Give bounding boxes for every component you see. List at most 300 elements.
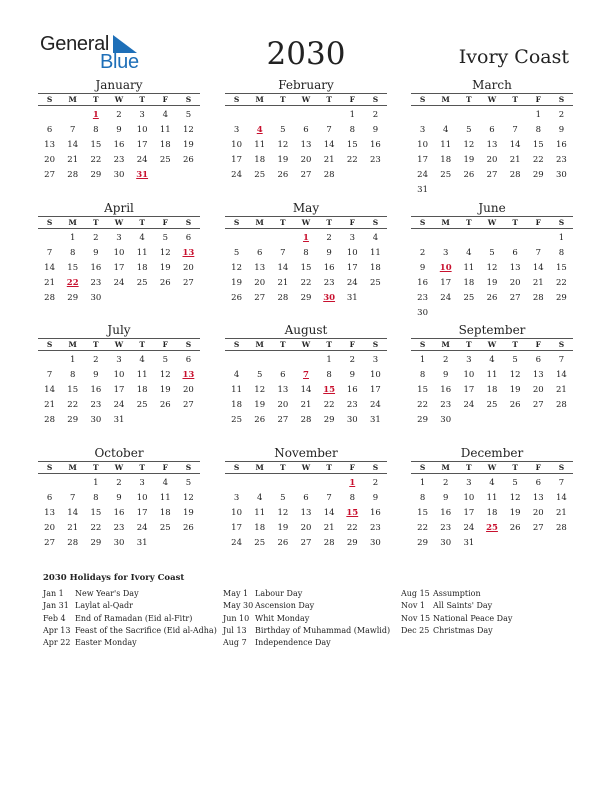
day-cell: 14: [67, 508, 79, 518]
weekday-label: T: [280, 340, 286, 349]
weekday-label: F: [162, 340, 168, 349]
empty-day-cell: [177, 413, 200, 428]
empty-day-cell: [480, 183, 503, 198]
weekday-label: W: [114, 95, 124, 104]
day-cell: 10: [231, 508, 242, 518]
weekday-label: F: [162, 463, 168, 472]
day-cell: 29: [323, 415, 335, 425]
holiday-day-cell: 10: [439, 263, 452, 273]
day-cell: 28: [44, 415, 55, 425]
empty-day-cell: [271, 353, 294, 368]
month-name: July: [107, 323, 131, 337]
month-october: [38, 446, 200, 551]
day-cell: 3: [443, 248, 449, 258]
day-cell: 29: [417, 538, 428, 548]
weekday-label: T: [466, 95, 472, 104]
day-cell: 15: [300, 263, 312, 273]
day-cell: 18: [136, 385, 148, 395]
day-cell: 28: [556, 523, 567, 533]
day-cell: 16: [440, 508, 452, 518]
weekday-label: M: [441, 95, 450, 104]
week-row: [411, 168, 573, 183]
day-cell: 31: [113, 415, 125, 425]
day-cell: 20: [532, 385, 544, 395]
day-cell: 12: [509, 370, 521, 380]
day-cell: 12: [254, 385, 266, 395]
day-cell: 21: [44, 278, 55, 288]
day-cell: 25: [136, 400, 148, 410]
day-cell: 3: [466, 355, 472, 365]
day-cell: 4: [162, 478, 168, 488]
day-cell: 3: [139, 110, 145, 120]
day-cell: 6: [489, 125, 495, 135]
week-row: [411, 353, 573, 368]
week-row: [411, 276, 573, 291]
week-row: [38, 138, 200, 153]
day-cell: 20: [254, 278, 266, 288]
week-row: [38, 246, 200, 261]
day-cell: 1: [419, 478, 426, 488]
empty-day-cell: [457, 231, 480, 246]
holiday-date: Apr 13: [43, 625, 71, 635]
day-cell: 22: [346, 155, 358, 165]
weekday-label: M: [255, 218, 264, 227]
weekday-label: F: [349, 463, 355, 472]
day-cell: 18: [254, 523, 266, 533]
weekday-label: M: [255, 95, 264, 104]
day-cell: 14: [556, 493, 567, 503]
holiday-date: Nov 1: [401, 601, 425, 611]
day-cell: 9: [372, 493, 379, 503]
day-cell: 30: [370, 538, 381, 548]
day-cell: 21: [323, 523, 335, 533]
weekday-label: S: [185, 340, 192, 349]
day-cell: 6: [257, 248, 263, 258]
day-cell: 5: [280, 493, 286, 503]
day-cell: 22: [300, 278, 312, 288]
weekday-label: T: [93, 463, 99, 472]
day-cell: 30: [556, 170, 567, 180]
empty-day-cell: [177, 291, 200, 306]
day-cell: 28: [323, 170, 335, 180]
month-january: [38, 78, 200, 183]
empty-day-cell: [318, 476, 341, 491]
weekday-label: F: [535, 218, 541, 227]
holiday-name: Whit Monday: [255, 613, 310, 623]
day-cell: 20: [44, 523, 55, 533]
week-row: [411, 398, 573, 413]
day-cell: 8: [303, 248, 309, 258]
weekday-label: T: [280, 218, 286, 227]
weekday-label: M: [441, 218, 450, 227]
weekday-label: W: [487, 340, 497, 349]
day-cell: 18: [254, 155, 266, 165]
empty-day-cell: [341, 168, 364, 183]
day-cell: 6: [46, 493, 53, 503]
day-cell: 11: [231, 385, 242, 395]
day-cell: 18: [486, 508, 498, 518]
month-december: [411, 446, 573, 551]
weekday-label: S: [233, 218, 240, 227]
weekday-label: S: [233, 340, 240, 349]
day-cell: 28: [44, 293, 55, 303]
day-cell: 15: [90, 140, 102, 150]
weekday-label: M: [68, 95, 77, 104]
empty-day-cell: [177, 168, 200, 183]
day-cell: 2: [116, 110, 122, 120]
day-cell: 3: [116, 355, 122, 365]
day-cell: 26: [486, 293, 498, 303]
holiday-name: Feast of the Sacrifice (Eid al-Adha): [75, 625, 217, 635]
weekday-label: F: [162, 95, 168, 104]
day-cell: 26: [159, 400, 171, 410]
day-cell: 19: [509, 385, 521, 395]
holiday-name: Laylat al-Qadr: [75, 601, 133, 611]
month-april: [38, 201, 200, 306]
day-cell: 30: [113, 170, 125, 180]
day-cell: 11: [254, 140, 266, 150]
day-cell: 17: [231, 523, 242, 533]
day-cell: 16: [346, 385, 358, 395]
holiday-name: Independence Day: [255, 638, 331, 648]
holiday-date: May 1: [223, 589, 249, 598]
day-cell: 6: [185, 355, 192, 365]
day-cell: 8: [535, 125, 541, 135]
empty-day-cell: [294, 108, 317, 123]
day-cell: 28: [323, 538, 335, 548]
weekday-header: [38, 461, 200, 474]
weekday-label: F: [535, 95, 541, 104]
empty-day-cell: [225, 108, 248, 123]
day-cell: 13: [44, 508, 55, 518]
day-cell: 7: [558, 355, 565, 365]
empty-day-cell: [457, 413, 480, 428]
holiday-day-cell: 13: [182, 248, 195, 258]
weekday-header: [38, 338, 200, 351]
day-cell: 21: [532, 278, 544, 288]
month-name: April: [104, 201, 134, 215]
day-cell: 8: [70, 248, 76, 258]
empty-day-cell: [504, 183, 527, 198]
empty-day-cell: [61, 108, 84, 123]
holiday-name: All Saints' Day: [433, 601, 493, 611]
day-cell: 24: [440, 293, 452, 303]
weekday-label: W: [114, 463, 124, 472]
day-cell: 27: [183, 278, 194, 288]
day-cell: 12: [277, 140, 289, 150]
empty-day-cell: [504, 536, 527, 551]
day-cell: 11: [136, 370, 148, 380]
day-cell: 4: [139, 355, 145, 365]
country-name: Ivory Coast: [458, 46, 569, 68]
day-cell: 17: [417, 155, 428, 165]
empty-day-cell: [434, 108, 457, 123]
month-name: August: [284, 323, 328, 337]
day-cell: 13: [532, 493, 544, 503]
day-cell: 16: [370, 140, 381, 150]
empty-day-cell: [434, 231, 457, 246]
day-cell: 10: [136, 493, 148, 503]
holiday-date: Aug 7: [223, 638, 247, 648]
day-cell: 4: [489, 355, 495, 365]
empty-day-cell: [504, 413, 527, 428]
empty-day-cell: [457, 183, 480, 198]
weekday-label: T: [280, 463, 286, 472]
day-cell: 26: [509, 400, 521, 410]
week-row: [38, 506, 200, 521]
month-july: [38, 323, 200, 428]
week-row: [38, 383, 200, 398]
day-cell: 19: [486, 278, 498, 288]
weekday-label: S: [46, 340, 53, 349]
day-cell: 31: [417, 185, 428, 195]
day-cell: 22: [346, 523, 358, 533]
week-row: [411, 138, 573, 153]
day-cell: 2: [116, 478, 122, 488]
empty-day-cell: [318, 108, 341, 123]
day-cell: 3: [233, 125, 240, 135]
day-cell: 18: [486, 385, 498, 395]
day-cell: 7: [280, 248, 286, 258]
day-cell: 2: [443, 478, 449, 488]
day-cell: 5: [162, 233, 168, 243]
day-cell: 2: [372, 478, 379, 488]
day-cell: 14: [44, 385, 55, 395]
week-row: [38, 476, 200, 491]
holiday-name: Ascension Day: [255, 601, 315, 611]
day-cell: 9: [419, 263, 426, 273]
weekday-label: T: [326, 463, 332, 472]
day-cell: 30: [90, 415, 102, 425]
day-cell: 3: [372, 355, 379, 365]
day-cell: 11: [136, 248, 148, 258]
day-cell: 7: [535, 248, 541, 258]
day-cell: 23: [323, 278, 335, 288]
week-row: [411, 506, 573, 521]
weekday-label: T: [93, 218, 99, 227]
weekday-header: [38, 216, 200, 229]
day-cell: 28: [67, 170, 79, 180]
day-cell: 17: [440, 278, 452, 288]
day-cell: 9: [93, 248, 99, 258]
day-cell: 26: [183, 155, 194, 165]
weekday-label: S: [46, 218, 53, 227]
weekday-label: T: [466, 340, 472, 349]
day-cell: 5: [162, 355, 168, 365]
day-cell: 18: [159, 140, 171, 150]
weekday-label: M: [68, 340, 77, 349]
day-cell: 19: [183, 508, 194, 518]
day-cell: 24: [136, 155, 148, 165]
day-cell: 11: [440, 140, 452, 150]
weekday-label: S: [558, 95, 565, 104]
holiday-name: National Peace Day: [433, 613, 513, 623]
day-cell: 26: [277, 170, 289, 180]
empty-day-cell: [225, 231, 248, 246]
day-cell: 4: [257, 493, 263, 503]
empty-day-cell: [271, 476, 294, 491]
weekday-label: T: [139, 95, 145, 104]
empty-day-cell: [271, 231, 294, 246]
empty-day-cell: [364, 291, 387, 306]
empty-day-cell: [550, 306, 573, 321]
day-cell: 8: [326, 370, 332, 380]
day-cell: 22: [417, 523, 428, 533]
month-name: February: [278, 78, 334, 92]
empty-day-cell: [107, 291, 130, 306]
day-cell: 31: [136, 538, 148, 548]
week-row: [38, 536, 200, 551]
day-cell: 24: [463, 523, 475, 533]
weekday-label: T: [139, 218, 145, 227]
weekday-label: W: [114, 218, 124, 227]
day-cell: 6: [185, 233, 192, 243]
weekday-label: T: [139, 340, 145, 349]
month-name: December: [460, 446, 524, 460]
day-cell: 14: [44, 263, 55, 273]
day-cell: 24: [463, 400, 475, 410]
month-name: January: [95, 78, 143, 92]
day-cell: 2: [558, 110, 565, 120]
day-cell: 1: [535, 110, 541, 120]
day-cell: 15: [67, 385, 79, 395]
week-row: [225, 261, 387, 276]
day-cell: 29: [556, 293, 567, 303]
holiday-item: [43, 588, 223, 600]
day-cell: 10: [231, 140, 242, 150]
day-cell: 11: [159, 125, 171, 135]
day-cell: 1: [326, 355, 332, 365]
day-cell: 23: [556, 155, 567, 165]
holiday-item: [223, 625, 401, 637]
day-cell: 27: [183, 400, 194, 410]
day-cell: 16: [90, 385, 102, 395]
weekday-label: W: [301, 340, 311, 349]
day-cell: 2: [443, 355, 449, 365]
weekday-header: [411, 93, 573, 106]
day-cell: 26: [183, 523, 194, 533]
week-row: [225, 168, 387, 183]
day-cell: 5: [489, 248, 495, 258]
day-cell: 9: [93, 370, 99, 380]
holiday-day-cell: 30: [323, 293, 336, 303]
day-cell: 6: [535, 355, 541, 365]
day-cell: 28: [509, 170, 521, 180]
weekday-label: S: [372, 95, 379, 104]
week-row: [225, 368, 387, 383]
week-row: [411, 306, 573, 321]
empty-day-cell: [527, 413, 550, 428]
holiday-item: [43, 625, 223, 637]
holiday-day-cell: 1: [303, 233, 309, 243]
day-cell: 12: [277, 508, 289, 518]
holiday-date: Nov 15: [401, 613, 431, 623]
day-cell: 29: [67, 415, 79, 425]
day-cell: 10: [463, 370, 475, 380]
day-cell: 29: [90, 538, 102, 548]
month-february: [225, 78, 387, 183]
week-row: [38, 353, 200, 368]
day-cell: 9: [443, 493, 449, 503]
day-cell: 28: [556, 400, 567, 410]
day-cell: 22: [323, 400, 335, 410]
day-cell: 27: [509, 293, 521, 303]
day-cell: 23: [370, 155, 381, 165]
day-cell: 29: [90, 170, 102, 180]
month-may: [225, 201, 387, 306]
day-cell: 30: [346, 415, 358, 425]
day-cell: 9: [116, 125, 122, 135]
weekday-label: T: [466, 218, 472, 227]
weekday-label: T: [93, 340, 99, 349]
holidays-columns: [43, 588, 583, 649]
day-cell: 15: [90, 508, 102, 518]
week-row: [225, 398, 387, 413]
day-cell: 29: [346, 538, 358, 548]
day-cell: 18: [231, 400, 242, 410]
day-cell: 15: [67, 263, 79, 273]
day-cell: 5: [233, 248, 240, 258]
holiday-name: End of Ramadan (Eid al-Fitr): [75, 613, 193, 623]
day-cell: 17: [463, 508, 475, 518]
weekday-label: S: [233, 463, 240, 472]
day-cell: 22: [90, 523, 102, 533]
weekday-label: S: [46, 95, 53, 104]
weekday-header: [411, 461, 573, 474]
day-cell: 15: [556, 263, 567, 273]
week-row: [38, 398, 200, 413]
day-cell: 3: [139, 478, 145, 488]
weekday-label: S: [419, 340, 426, 349]
day-cell: 10: [136, 125, 148, 135]
day-cell: 12: [463, 140, 475, 150]
weekday-label: W: [487, 95, 497, 104]
day-cell: 18: [159, 508, 171, 518]
day-cell: 16: [440, 385, 452, 395]
weekday-label: S: [372, 340, 379, 349]
day-cell: 12: [509, 493, 521, 503]
day-cell: 8: [349, 493, 355, 503]
day-cell: 28: [532, 293, 544, 303]
weekday-label: M: [441, 340, 450, 349]
day-cell: 25: [370, 278, 381, 288]
day-cell: 2: [372, 110, 379, 120]
day-cell: 20: [300, 523, 312, 533]
week-row: [225, 536, 387, 551]
weekday-label: F: [162, 218, 168, 227]
empty-day-cell: [294, 476, 317, 491]
day-cell: 10: [346, 248, 358, 258]
logo-text-general: General: [40, 33, 110, 55]
day-cell: 14: [300, 385, 312, 395]
weekday-label: F: [349, 340, 355, 349]
day-cell: 1: [70, 355, 76, 365]
holiday-name: Assumption: [433, 589, 481, 598]
holiday-day-cell: 15: [323, 385, 336, 395]
day-cell: 31: [463, 538, 475, 548]
day-cell: 25: [463, 293, 475, 303]
holiday-item: [223, 613, 401, 625]
day-cell: 23: [440, 523, 452, 533]
day-cell: 13: [509, 263, 521, 273]
day-cell: 24: [417, 170, 428, 180]
day-cell: 28: [277, 293, 289, 303]
day-cell: 2: [349, 355, 355, 365]
empty-day-cell: [550, 183, 573, 198]
day-cell: 4: [443, 125, 449, 135]
holiday-day-cell: 13: [182, 370, 195, 380]
weekday-label: F: [535, 340, 541, 349]
